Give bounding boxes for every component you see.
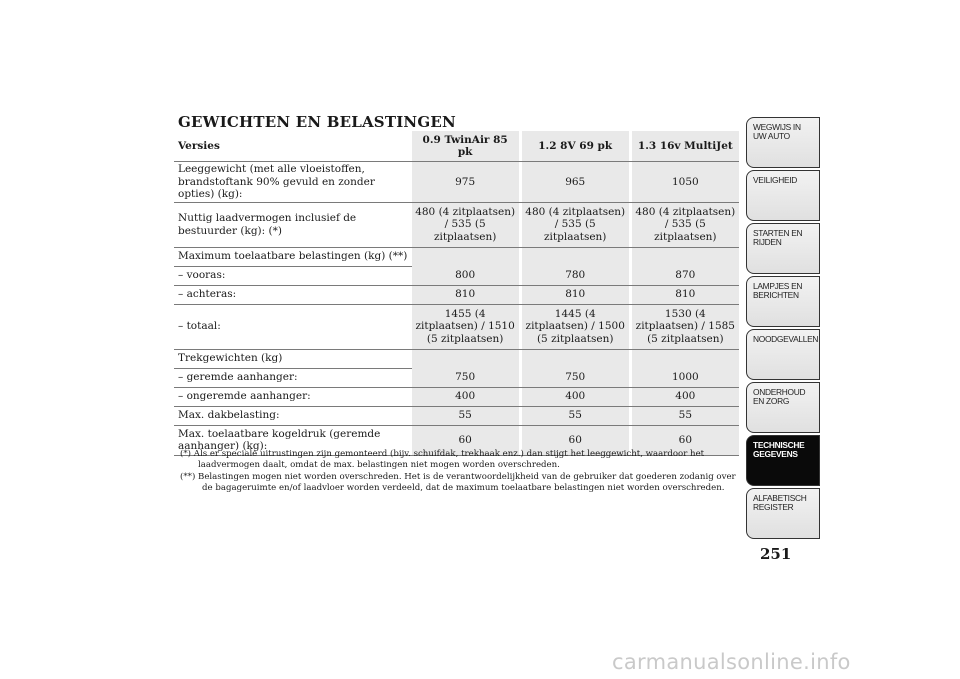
- row-value: 480 (4 zitplaatsen) / 535 (5 zitplaatsen): [522, 202, 629, 247]
- row-label: Max. dakbelasting:: [174, 406, 412, 425]
- header-version-3: 1.3 16v MultiJet: [632, 131, 739, 162]
- watermark-text: carmanualsonline.info: [612, 650, 851, 674]
- row-value: 750: [522, 368, 629, 387]
- header-version-1: 0.9 TwinAir 85 pk: [412, 131, 519, 162]
- row-label: – ongeremde aanhanger:: [174, 387, 412, 406]
- table-row: [174, 304, 739, 349]
- table-row: [174, 202, 739, 247]
- row-value: [522, 247, 629, 266]
- table-row: [174, 368, 739, 387]
- weights-table: [174, 131, 739, 456]
- tab-technische-gegevens[interactable]: TECHNISCHE GEGEVENS: [746, 435, 820, 486]
- table-row: [174, 349, 739, 368]
- table-header-row: [174, 131, 739, 162]
- tab-wegwijs-in-uw-auto[interactable]: WEGWIJS IN UW AUTO: [746, 117, 820, 168]
- row-value: 480 (4 zitplaatsen) / 535 (5 zitplaatsen): [632, 202, 739, 247]
- table-row: [174, 406, 739, 425]
- table-row: [174, 285, 739, 304]
- row-value: 810: [412, 285, 519, 304]
- row-value: 1050: [632, 162, 739, 203]
- tab-veiligheid[interactable]: VEILIGHEID: [746, 170, 820, 221]
- row-value: 60: [412, 425, 519, 455]
- row-value: 870: [632, 266, 739, 285]
- row-value: 55: [632, 406, 739, 425]
- row-label: Max. toelaatbare kogeldruk (geremde aanhanger) (kg):: [174, 425, 412, 455]
- row-label: – achteras:: [174, 285, 412, 304]
- row-value: 55: [522, 406, 629, 425]
- row-value: 60: [632, 425, 739, 455]
- row-value: 400: [632, 387, 739, 406]
- row-value: 965: [522, 162, 629, 203]
- header-versions: Versies: [178, 139, 220, 152]
- tab-starten-en-rijden[interactable]: STARTEN EN RIJDEN: [746, 223, 820, 274]
- row-label: Nuttig laadvermogen inclusief de bestuurder (kg): (*): [174, 202, 412, 247]
- row-value: 400: [412, 387, 519, 406]
- row-value: 810: [522, 285, 629, 304]
- tab-alfabetisch-register[interactable]: ALFABETISCH REGISTER: [746, 488, 820, 539]
- row-label: – geremde aanhanger:: [174, 368, 412, 387]
- row-value: 1455 (4 zitplaatsen) / 1510 (5 zitplaatsen): [412, 304, 519, 349]
- row-value: [522, 349, 629, 368]
- table-row: [174, 247, 739, 266]
- row-value: 810: [632, 285, 739, 304]
- row-value: [632, 247, 739, 266]
- page-number: 251: [760, 545, 792, 563]
- tab-noodgevallen[interactable]: NOODGEVALLEN: [746, 329, 820, 380]
- tab-onderhoud-en-zorg[interactable]: ONDERHOUD EN ZORG: [746, 382, 820, 433]
- row-label: – vooras:: [174, 266, 412, 285]
- footnotes: [180, 449, 736, 495]
- row-value: [632, 349, 739, 368]
- table-row: [174, 162, 739, 203]
- chapter-index-tabs: [746, 117, 820, 541]
- row-value: 1000: [632, 368, 739, 387]
- row-value: 1530 (4 zitplaatsen) / 1585 (5 zitplaatsen): [632, 304, 739, 349]
- row-label: Leeggewicht (met alle vloeistoffen, brandstoftank 90% gevuld en zonder opties) (kg):: [174, 162, 412, 203]
- row-label: Trekgewichten (kg): [174, 349, 412, 368]
- row-label: – totaal:: [174, 304, 412, 349]
- row-value: 1445 (4 zitplaatsen) / 1500 (5 zitplaatsen): [522, 304, 629, 349]
- row-label: Maximum toelaatbare belastingen (kg) (**): [174, 247, 412, 266]
- footnote: (*) Als er speciale uitrustingen zijn gemonteerd (bijv. schuifdak, trekhaak enz.) dan stijgt het leeggewicht, waardoor het laadvermogen daalt, omdat de max. belastingen niet mogen worden overschreden.: [180, 449, 705, 470]
- footnote: (**) Belastingen mogen niet worden overschreden. Het is de verantwoordelijkheid van de gebruiker dat goederen zodanig over de bagageruimte en/of laadvloer worden verdeeld, dat de maximum toelaatbare belastingen niet worden overschreden.: [180, 472, 736, 493]
- row-value: 60: [522, 425, 629, 455]
- table-row: [174, 387, 739, 406]
- row-value: 480 (4 zitplaatsen) / 535 (5 zitplaatsen): [412, 202, 519, 247]
- row-value: [412, 349, 519, 368]
- page-title: GEWICHTEN EN BELASTINGEN: [178, 113, 456, 131]
- tab-lampjes-en-berichten[interactable]: LAMPJES EN BERICHTEN: [746, 276, 820, 327]
- row-value: 780: [522, 266, 629, 285]
- row-value: 975: [412, 162, 519, 203]
- row-value: 55: [412, 406, 519, 425]
- row-value: 800: [412, 266, 519, 285]
- row-value: 400: [522, 387, 629, 406]
- table-row: [174, 266, 739, 285]
- header-version-2: 1.2 8V 69 pk: [522, 131, 629, 162]
- row-value: [412, 247, 519, 266]
- row-value: 750: [412, 368, 519, 387]
